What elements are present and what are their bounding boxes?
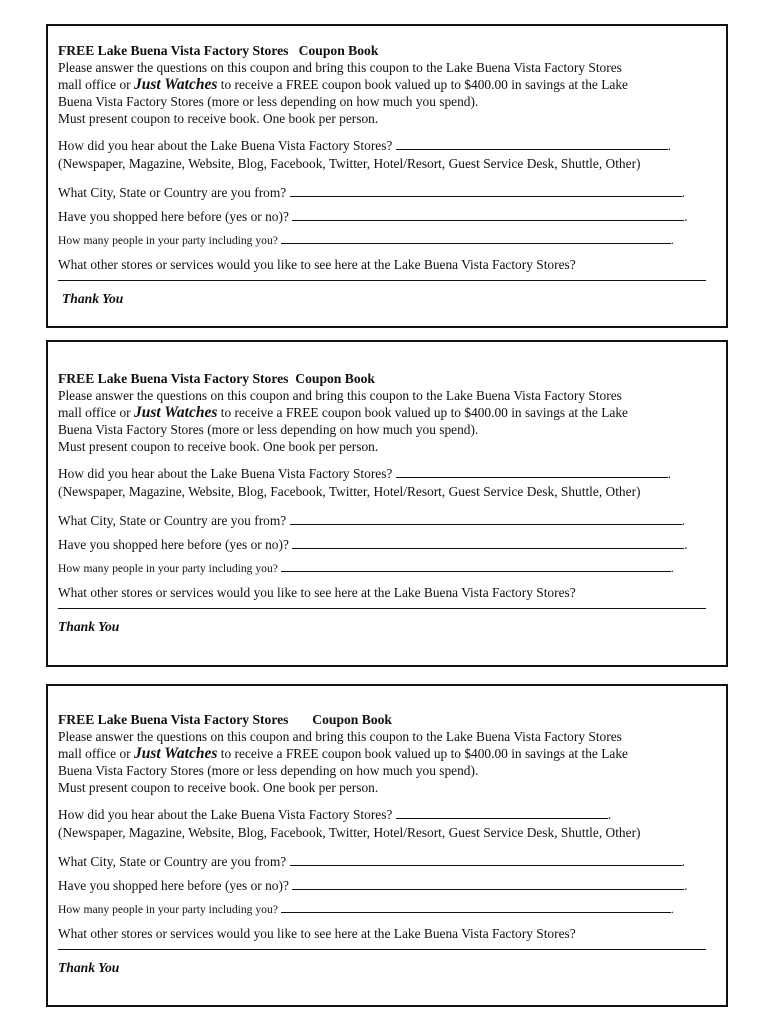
hear-about-options: (Newspaper, Magazine, Website, Blog, Facebook, Twitter, Hotel/Resort, Guest Service Desk, Shuttle, Other) [58, 156, 641, 171]
coupon-title: FREE Lake Buena Vista Factory Stores Coupon Book [58, 371, 375, 386]
thank-you: Thank You [58, 960, 120, 975]
answer-field-shopped-before[interactable] [292, 537, 684, 549]
answer-field-party-size[interactable] [281, 560, 671, 572]
just-watches-brand: Just Watches [134, 404, 218, 421]
answer-field-shopped-before[interactable] [292, 878, 684, 890]
thank-you: Thank You [58, 619, 120, 634]
intro-text: Buena Vista Factory Stores (more or less depending on how much you spend). [58, 422, 479, 437]
answer-field-other-stores[interactable] [58, 280, 706, 281]
coupon-card-1 [46, 24, 728, 328]
question-shopped-before: Have you shopped here before (yes or no)? . [58, 537, 688, 552]
question-city: What City, State or Country are you from? . [58, 513, 685, 528]
question-party-size: How many people in your party including you? . [58, 903, 674, 916]
thank-you: Thank You [62, 291, 124, 306]
question-party-size: How many people in your party including you? . [58, 234, 674, 247]
just-watches-brand: Just Watches [134, 745, 218, 762]
question-hear-about: How did you hear about the Lake Buena Vista Factory Stores? . [58, 807, 612, 822]
answer-field-city[interactable] [290, 854, 682, 866]
coupon-title: FREE Lake Buena Vista Factory Stores Coupon Book [58, 712, 392, 727]
intro-text: Buena Vista Factory Stores (more or less depending on how much you spend). [58, 763, 479, 778]
question-city: What City, State or Country are you from? . [58, 185, 685, 200]
just-watches-brand: Just Watches [134, 76, 218, 93]
question-hear-about: How did you hear about the Lake Buena Vista Factory Stores? . [58, 138, 672, 153]
intro-text: Please answer the questions on this coupon and bring this coupon to the Lake Buena Vista Factory Stores [58, 388, 622, 403]
intro-text: Must present coupon to receive book. One book per person. [58, 780, 379, 795]
coupon-card-3 [46, 684, 728, 1007]
question-other-stores: What other stores or services would you like to see here at the Lake Buena Vista Factory Stores? [58, 257, 576, 272]
coupon-card-2 [46, 340, 728, 667]
question-party-size: How many people in your party including you? . [58, 562, 674, 575]
coupon-title: FREE Lake Buena Vista Factory Stores Coupon Book [58, 43, 379, 58]
intro-text: mall office or Just Watches to receive a FREE coupon book valued up to $400.00 in savings at the Lake [58, 76, 628, 93]
intro-text: Please answer the questions on this coupon and bring this coupon to the Lake Buena Vista Factory Stores [58, 729, 622, 744]
hear-about-options: (Newspaper, Magazine, Website, Blog, Facebook, Twitter, Hotel/Resort, Guest Service Desk, Shuttle, Other) [58, 484, 641, 499]
answer-field-party-size[interactable] [281, 901, 671, 913]
intro-text: mall office or Just Watches to receive a FREE coupon book valued up to $400.00 in savings at the Lake [58, 745, 628, 762]
answer-field-city[interactable] [290, 185, 682, 197]
question-shopped-before: Have you shopped here before (yes or no)? . [58, 878, 688, 893]
question-shopped-before: Have you shopped here before (yes or no)? . [58, 209, 688, 224]
question-other-stores: What other stores or services would you like to see here at the Lake Buena Vista Factory Stores? [58, 926, 576, 941]
answer-field-city[interactable] [290, 513, 682, 525]
answer-field-hear-about[interactable] [396, 466, 668, 478]
intro-text: Please answer the questions on this coupon and bring this coupon to the Lake Buena Vista Factory Stores [58, 60, 622, 75]
answer-field-hear-about[interactable] [396, 807, 608, 819]
question-other-stores: What other stores or services would you like to see here at the Lake Buena Vista Factory Stores? [58, 585, 576, 600]
intro-text: mall office or Just Watches to receive a FREE coupon book valued up to $400.00 in savings at the Lake [58, 404, 628, 421]
answer-field-party-size[interactable] [281, 232, 671, 244]
answer-field-hear-about[interactable] [396, 138, 668, 150]
intro-text: Buena Vista Factory Stores (more or less depending on how much you spend). [58, 94, 479, 109]
hear-about-options: (Newspaper, Magazine, Website, Blog, Facebook, Twitter, Hotel/Resort, Guest Service Desk, Shuttle, Other) [58, 825, 641, 840]
answer-field-other-stores[interactable] [58, 608, 706, 609]
question-hear-about: How did you hear about the Lake Buena Vista Factory Stores? . [58, 466, 672, 481]
answer-field-shopped-before[interactable] [292, 209, 684, 221]
intro-text: Must present coupon to receive book. One book per person. [58, 439, 379, 454]
question-city: What City, State or Country are you from? . [58, 854, 685, 869]
answer-field-other-stores[interactable] [58, 949, 706, 950]
intro-text: Must present coupon to receive book. One book per person. [58, 111, 379, 126]
